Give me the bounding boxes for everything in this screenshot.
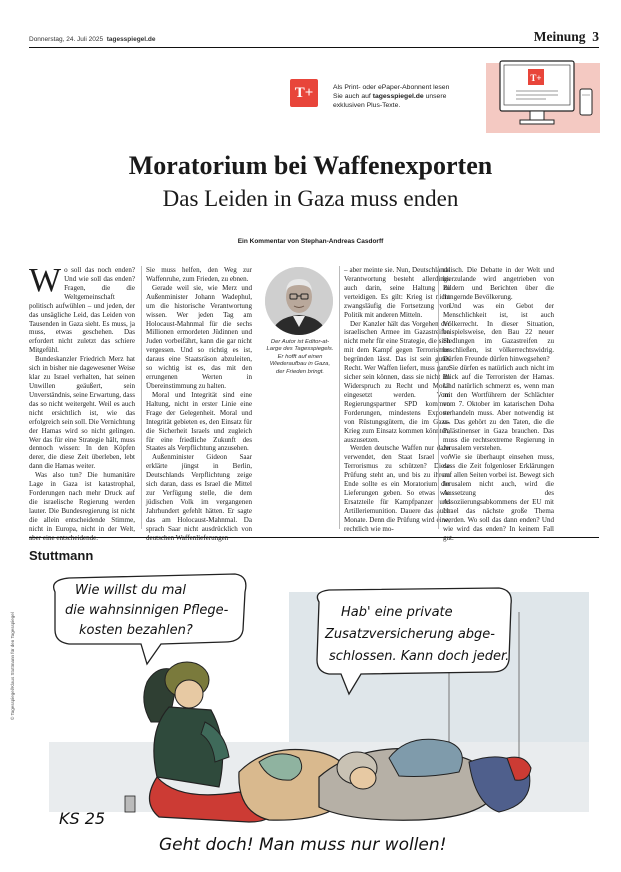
- paragraph: Wie sie überhaupt einsehen muss, dass die Zeit folgenloser Erklärungen auf allen Seiten vorbei ist. Bewegt sich Jerusalem nicht auch, wird die Aussetzung des Assoziierungsabkommens der EU mit Israel das nächste große Thema werden. Wo soll das dann enden? Und wie wird das enden? In keinem Fall gut.: [443, 453, 554, 542]
- paragraph: Moral und Integrität sind eine Haltung, nicht in erster Linie eine Frage der Gelegenheit. Moral und Integrität gebieten es, den Einsatz für die Sicherheit Israels und zugleich für eine friedliche Zukunft des Staates als Verpflichtung anzusehen.: [146, 390, 252, 453]
- issue-date: Donnerstag, 24. Juli 2025 tagesspiegel.de: [29, 36, 156, 43]
- drop-cap: W: [29, 262, 62, 299]
- cartoon-caption: Geht doch! Man muss nur wollen!: [159, 835, 447, 855]
- paragraph: Und was ein Gebot der Menschlichkeit ist, ist auch Völkerrecht. In dieser Situation, beispielsweise, den Bau 22 neuer Siedlungen im Gazastreifen zu beschließen, ist völkerrechtswidrig. Dürfen Freunde dürfen hinwegsehen?: [443, 301, 554, 364]
- svg-text:Hab' eine private: Hab' eine private: [341, 605, 453, 620]
- paragraph: Der Kanzler hält das Vorgehen der israelischen Armee im Gazastreifen nicht mehr für eine Strategie, die sich mit dem Kampf gegen Terrorismus begründen lässt. Das ist sein gutes Recht. Wer Waffen liefert, muss ganz sicher sein können, dass sie nicht im Widerspruch zu Recht und Moral eingesetzt werden. Vom Regierungspartner SPD kommen Forderungen, mindestens Exporte von Rüstungsgütern, die im Gaza-Krieg zum Einsatz kommen könnten, auszusetzen.: [344, 319, 450, 444]
- promo-link[interactable]: tagesspiegel.de: [372, 93, 424, 100]
- svg-text:schlossen. Kann doch jeder.: schlossen. Kann doch jeder.: [329, 649, 510, 664]
- article-subhead: Das Leiden in Gaza muss enden: [162, 186, 459, 211]
- column-divider: [141, 266, 142, 529]
- paragraph: – aber meinte sie. Nun, Deutschlands Verantwortung besteht allerdings auch darin, seine Haltung zu verteidigen. Es gilt: Krieg ist nicht zwangsläufig die Fortsetzung von Politik mit anderen Mitteln.: [344, 266, 450, 319]
- header-rule: [29, 47, 599, 48]
- promo-text: Als Print- oder ePaper-Abonnent lesen Sie auch auf tagesspiegel.de unsere exklusiven Plus-Texte.: [333, 84, 450, 109]
- section-heading: Meinung 3: [533, 29, 599, 44]
- article-column-4: [443, 266, 554, 543]
- column-divider: [339, 266, 340, 529]
- paragraph: Wo soll das noch enden? Und wie soll das enden? Fragen, die die Weltgemeinschaft politisch aufwühlen – und jeden, der das unsägliche Leid, das Leiden von Tausenden in Gaza sieht. Es muss, ja muss, etwas geschehen. Das erfordert nicht zuletzt das schiere Mitgefühl.: [29, 262, 135, 355]
- cartoon-credit: © Tagesspiegel/Klaus Stuttmann für den Tagesspiegel: [10, 612, 15, 720]
- artist-signature: KS 25: [59, 809, 106, 828]
- tplus-logo: T+: [290, 79, 318, 107]
- cartoon-illustration: [29, 572, 599, 862]
- section-rule: [29, 537, 599, 538]
- svg-text:Zusatzversicherung abge-: Zusatzversicherung abge-: [325, 627, 495, 642]
- paragraph: Bundeskanzler Friedrich Merz hat sich in bisher nie dagewesener Weise klar zu Israel verhalten, hat seinen Unwillen geäußert, sein Unverständnis, seine Erwartung, dass das so nicht weitergeht. Weil es auch nicht ersichtlich ist, wie das erfolgreich sein soll. Die Vernichtung der Hamas wird so nicht gelingen. Wer das für eine Strategie hält, muss dennoch wissen: In den Köpfen derer, die diese Zeit überleben, lebt dann die Hamas weiter.: [29, 355, 135, 471]
- paragraph: Sie muss helfen, den Weg zur Waffenruhe, zum Frieden, zu ebnen.: [146, 266, 252, 283]
- svg-text:kosten bezahlen?: kosten bezahlen?: [79, 623, 193, 638]
- svg-text:T+: T+: [530, 73, 542, 83]
- page-number: 3: [592, 29, 599, 44]
- article-column-1: [29, 262, 135, 543]
- cartoon-section-label: Stuttmann: [29, 548, 94, 563]
- svg-text:Wie willst du mal: Wie willst du mal: [75, 583, 186, 598]
- paragraph: Was also tun? Die humanitäre Lage in Gaza ist katastrophal, Forderungen nach mehr Druck auf die israelische Regierung werden lauter. Die Bundesregierung ist nicht die allein entscheidende Stimme, nicht in Europa, nicht in der Welt, aber eine entscheidende.: [29, 471, 135, 542]
- article-column-2: [146, 266, 252, 543]
- author-caption: Der Autor ist Editor-at-Large des Tagesspiegels. Er hofft auf einen Wiederaufbau in Gaza, der Frieden bringt.: [266, 339, 334, 375]
- article-column-3: [344, 266, 450, 534]
- monitor-illustration: [486, 59, 600, 133]
- cup-icon: [125, 796, 135, 812]
- article-headline: Moratorium bei Waffenexporten: [128, 151, 493, 180]
- byline: Ein Kommentar von Stephan-Andreas Casdorff: [237, 238, 384, 245]
- paragraph: Außenminister Gideon Saar erklärte jüngst in Berlin, Deutschlands Verpflichtung zeige sich daran, dass es Israel die Mittel zur Verfügung stelle, die dem jüdischen Volk im vergangenen Jahrhundert gefehlt hätten. Er sagte das am Holocaust-Mahnmal. Da sprach Saar nicht ausdrücklich von deutschen Waffenlieferungen: [146, 453, 252, 542]
- column-divider: [438, 266, 439, 529]
- paragraph: Werden deutsche Waffen nur dazu verwendet, den Staat Israel vor Terrorismus zu schützen? Diese Prüfung steht an, und bis zu ihrem Ende sollte es ein Moratorium der Lieferungen geben. So etwas wie Ersatzteile für Kampfpanzer und Artilleriemunition. Dauere das auch Monate. Denn die Prüfung wird eine, rechtlich wie mo-: [344, 444, 450, 533]
- svg-text:die wahnsinnigen Pflege-: die wahnsinnigen Pflege-: [65, 603, 229, 618]
- plus-promo: [290, 59, 600, 133]
- paragraph: Sie dürfen es natürlich auch nicht im Blick auf die Terroristen der Hamas. Und natürlich schmerzt es, wenn man mit den Wortführern der Schlächter vom 7. Oktober im katarischen Doha verhandeln muss. Aber notwendig ist es. Das gehört zu den Taten, die die Palästinenser in Gaza brauchen. Das muss die rechtsextreme Regierung in Jerusalem verstehen.: [443, 364, 554, 453]
- author-photo: [265, 267, 333, 335]
- site-name: tagesspiegel.de: [106, 36, 156, 43]
- paragraph: ralisch. Die Debatte in der Welt und hierzulande wird angetrieben von Bildern und Berichten über die hungernde Bevölkerung.: [443, 266, 554, 301]
- paragraph: Gerade weil sie, wie Merz und Außenminister Johann Wadephul, um die historische Verantwortung wissen. Wer jeden Tag am Holocaust-Mahnmal für die sechs Millionen ermordeten Jüdinnen und Juden vorbeifährt, kann die gar nicht vergessen. Und so richtig es ist, daraus eine Staatsräson abzuleiten, so wichtig ist es, das mit den errungenen Werten in Übereinstimmung zu halten.: [146, 283, 252, 390]
